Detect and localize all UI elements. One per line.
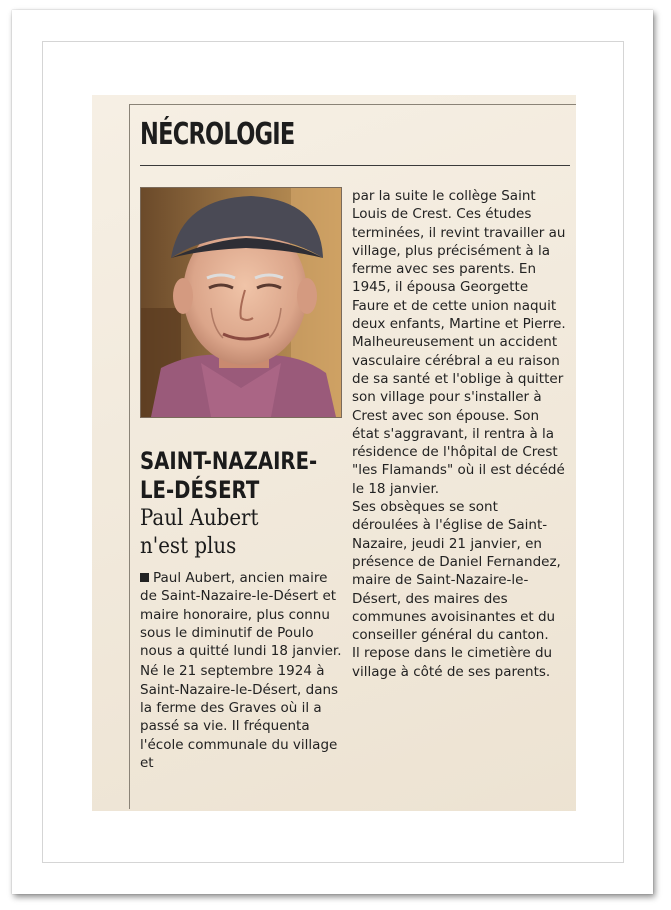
paragraph: Ses obsèques se sont déroulées à l'église de Saint-Nazaire, jeudi 21 janvier, en présence de Daniel Fernandez, maire de Saint-Nazaire-le-Désert, des maires des communes avoisinantes et du conseiller général du canton.: [352, 499, 561, 644]
newspaper-clipping: [92, 95, 576, 811]
bullet-square-icon: [140, 573, 149, 582]
article-headline: [140, 505, 347, 561]
section-rubric: NÉCROLOGIE: [140, 117, 295, 152]
portrait-image: [141, 188, 341, 417]
left-column: [140, 569, 346, 772]
headline-line-1: Paul Aubert: [140, 506, 259, 531]
paragraph: Il repose dans le cimetière du village à côté de ses parents.: [352, 645, 553, 680]
paragraph-text: Paul Aubert, ancien maire de Saint-Nazaire-le-Désert et maire honoraire, plus connu sous le diminutif de Poulo nous a quitté lundi 18 janvier.: [140, 570, 342, 660]
paragraph: Né le 21 septembre 1924 à Saint-Nazaire-le-Désert, dans la ferme des Graves où il a passé sa vie. Il fréquenta l'école communale du village et: [140, 663, 339, 771]
photo-frame: [12, 10, 653, 894]
place-heading: [140, 447, 337, 505]
place-line-2: LE-DÉSERT: [140, 476, 260, 504]
right-column: [352, 187, 568, 681]
rubric-divider: [140, 165, 570, 166]
place-line-1: SAINT-NAZAIRE-: [140, 447, 318, 475]
paragraph: par la suite le collège Saint Louis de Crest. Ces études terminées, il revint travailler au village, plus précisément à la ferme avec ses parents. En 1945, il épousa Georgette Faure et de cette union naquit deux enfants, Martine et Pierre. Malheureusement un accident vasculaire cérébral a eu raison de sa santé et l'oblige à quitter son village pour s'installer à Crest avec son épouse. Son état s'aggravant, il rentra à la résidence de l'hôpital de Crest "les Flamands" où il est décédé le 18 janvier.: [352, 188, 566, 497]
paragraph: [140, 569, 346, 660]
headline-line-2: n'est plus: [140, 534, 237, 559]
portrait-photo: [140, 187, 342, 418]
